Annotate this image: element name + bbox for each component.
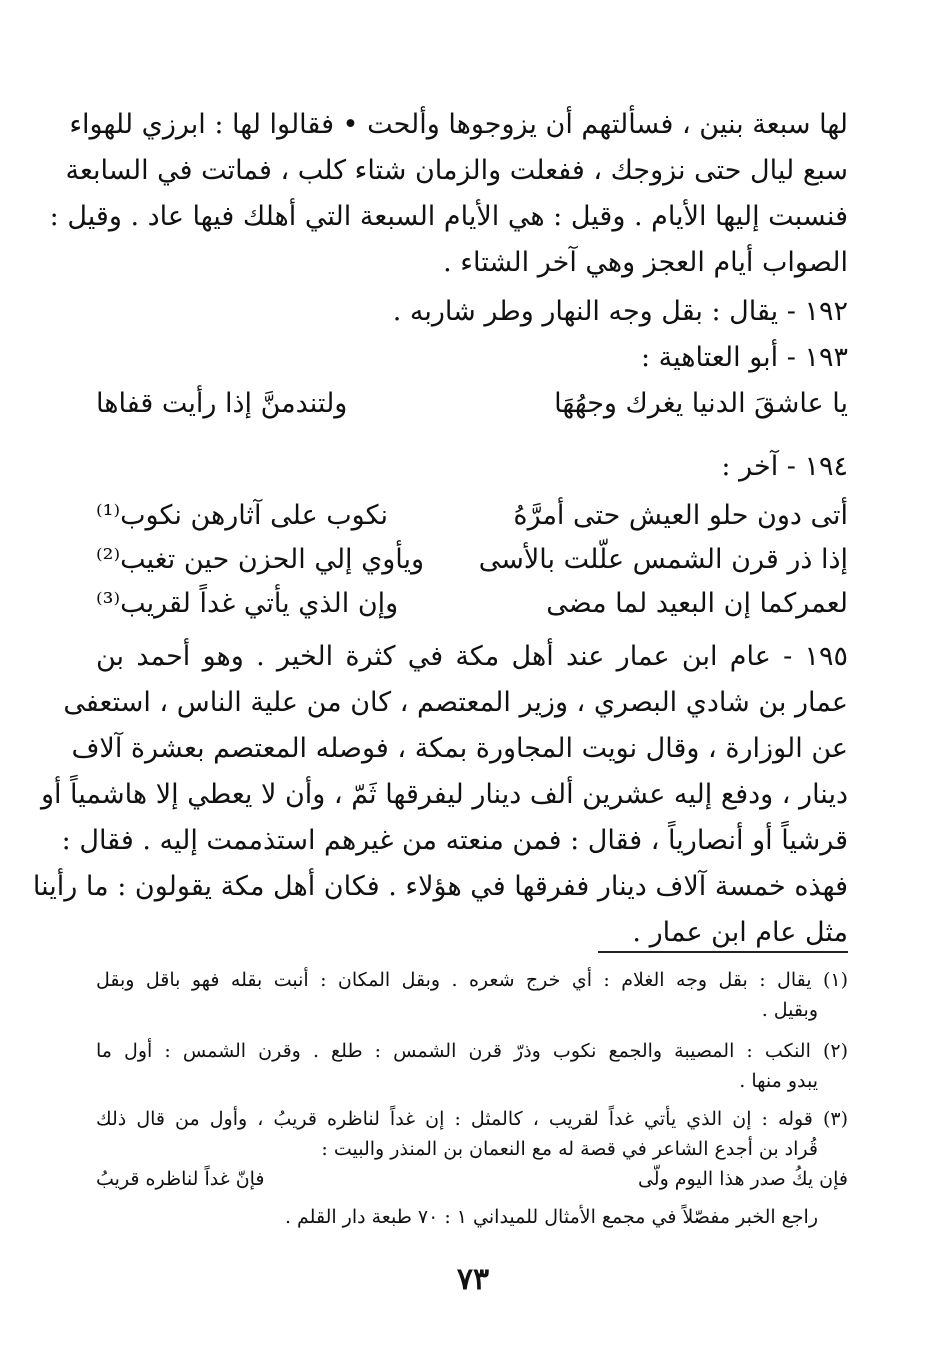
paragraph195-line-5: قرشياً أو أنصارياً ، فقال : فمن منعته من غيرهم استذممت إليه . فقال : [61, 825, 848, 856]
footnote-separator [598, 951, 848, 953]
verse-194-1 [96, 500, 848, 544]
footnote-3-reference: راجع الخبر مفصّلاً في مجمع الأمثال للميداني ١ : ٧٠ طبعة دار القلم . [284, 1206, 818, 1228]
paragraph195-line-7: مثل عام ابن عمار . [632, 917, 848, 948]
paragraph195-line-3: عن الوزارة ، وقال نويت المجاورة بمكة ، فوصله المعتصم بعشرة آلاف [71, 733, 848, 764]
footnote-3-line-2: قُراد بن أجدع الشاعر في قصة له مع النعمان بن المنذر والبيت : [321, 1138, 818, 1160]
verse-194-3 [96, 588, 848, 632]
footnote-2-line-1: (٢) النكب : المصيبة والجمع نكوب وذرّ قرن الشمس : طلع . وقرن الشمس : أول ما [96, 1040, 848, 1062]
paragraph195-line-1: ١٩٥ - عام ابن عمار عند أهل مكة في كثرة الخير . وهو أحمد بن [96, 641, 848, 672]
verse-193-first-hemistich: يا عاشقَ الدنيا يغرك وجهُهَا [554, 388, 848, 419]
footnote-3-verse-first-hemistich: فإن يكُ صدر هذا اليوم ولّى [637, 1168, 848, 1190]
verse-194-2-second-hemistich: ويأوي إلي الحزن حين تغيب⁽²⁾ [96, 544, 425, 575]
footnote-1-line-2: وبقيل . [761, 999, 818, 1021]
verse-194-3-second-hemistich: وإن الذي يأتي غداً لقريب⁽³⁾ [96, 588, 399, 619]
verse-194-1-first-hemistich: أتى دون حلو العيش حتى أمرَّهُ [513, 500, 848, 531]
paragraph195-line-4: دينار ، ودفع إليه عشرين ألف دينار ليفرقها ثَمّ ، وأن لا يعطي إلا هاشمياً أو [40, 779, 848, 810]
footnote-2-line-2: يبدو منها . [739, 1070, 818, 1092]
footnote-3-line-1: (٣) قوله : إن الذي يأتي غداً لقريب ، كالمثل : إن غداً لناظره قريبُ ، وأول من قال ذلك [96, 1108, 848, 1130]
paragraph1-line-1: لها سبعة بنين ، فسألتهم أن يزوجوها وألحت • فقالوا لها : ابرزي للهواء [69, 109, 848, 140]
verse-194-1-second-hemistich: نكوب على آثارهن نكوب⁽¹⁾ [96, 500, 389, 531]
footnote-3-verse-second-hemistich: فإنّ غداً لناظره قريبُ [96, 1168, 265, 1190]
verse-193 [96, 388, 848, 432]
paragraph1-line-4: الصواب أيام العجز وهي آخر الشتاء . [443, 247, 848, 278]
paragraph1-line-2: سبع ليال حتى نزوجك ، ففعلت والزمان شتاء كلب ، فماتت في السابعة [65, 155, 848, 186]
paragraph195-line-6: فهذه خمسة آلاف دينار ففرقها في هؤلاء . فكان أهل مكة يقولون : ما رأينا [32, 871, 848, 902]
page-number: ٧٣ [456, 1262, 490, 1297]
verse-194-2-first-hemistich: إذا ذر قرن الشمس علّلت بالأسى [478, 544, 848, 575]
paragraph195-line-2: عمار بن شادي البصري ، وزير المعتصم ، كان من علية الناس ، استعفى [63, 687, 848, 718]
footnote-3-verse [96, 1168, 848, 1198]
entry-193: ١٩٣ - أبو العتاهية : [640, 342, 848, 373]
paragraph1-line-3: فنسبت إليها الأيام . وقيل : هي الأيام السبعة التي أهلك فيها عاد . وقيل : [49, 201, 848, 232]
entry-192: ١٩٢ - يقال : بقل وجه النهار وطر شاربه . [392, 296, 848, 327]
verse-193-second-hemistich: ولتندمنَّ إذا رأيت قفاها [96, 388, 348, 419]
verse-194-3-first-hemistich: لعمركما إن البعيد لما مضى [546, 588, 848, 619]
footnote-1-line-1: (١) يقال : بقل وجه الغلام : أي خرج شعره . وبقل المكان : أنبت بقله فهو باقل وبقل [96, 969, 848, 991]
entry-194: ١٩٤ - آخر : [721, 451, 848, 482]
verse-194-2 [96, 544, 848, 588]
